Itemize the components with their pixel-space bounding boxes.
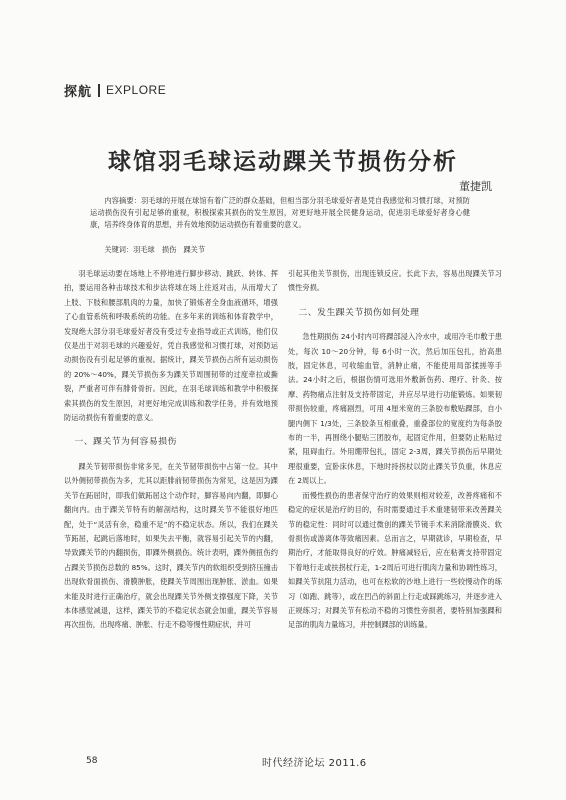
article-abstract: 内容摘要：羽毛球的开展在球馆有着广泛的群众基础，但相当部分羽毛球爱好者是凭自我感觉和习惯打球，对预防运动损伤没有引起足够的重视，积极探索其损伤的发生原因，对更好地开展全民健身运动，促进羽毛球爱好者身心健康，培养终身体育的思想，并有效地预防运动损伤有着重要的意义。 [90,196,470,229]
section-heading-1: 一、踝关节为何容易损伤 [74,437,177,448]
journal-name: 时代经济论坛 2011.6 [262,758,367,769]
right-column [288,267,502,633]
continued-paragraph: 引起其他关节损伤，出现连锁反应。长此下去，容易出现踝关节习惯性旁损。 [288,269,502,293]
section-header [64,80,166,100]
section-english-label: EXPLORE [106,83,167,97]
treatment-paragraph-2: 而慢性损伤的患者保守治疗的效果则相对较差，改善疼痛和不稳定的症状是治疗的目的，有时需要通过手术重建韧带来改善踝关节的稳定性：同时可以通过微创的踝关节镜手术来消除滑膜炎、软骨损伤或游离体等致痛因素。总而言之，早期就诊，早期检查，早期治疗，才能取得良好的疗效。肿痛减轻后，应在粘膏支持带固定下着地行走或扶拐杖行走，1-2周后可进行肌肉力量和协调性练习，如踝关节抗阻力活动，也可在松软的沙地上进行一些较慢动作的练习（如跑、跳等），或在凹凸的斜面上行走或踩跳练习，并逐步进入正规练习；对踝关节有松动不稳的习惯性旁损者，要特别加强踝和足部的肌肉力量练习，并控制踝部的训练量。 [288,490,502,630]
article-keywords: 关键词：羽毛球 损伤 踝关节 [104,245,206,254]
section-heading-2: 二、发生踝关节损伤如何处理 [298,307,420,318]
body-paragraph: 踝关节韧带损伤非常多见，在关节韧带损伤中占第一位。其中以外侧韧带损伤为多，尤其以距腓前韧带损伤为常见，这是因为踝关节在跖屈时，即我们做跖屈这个动作时，脚容易向内翻，即脚心翻向内。由于踝关节特有的解剖结构，这时踝关节不能很好地匹配，处于“灵活有余，稳重不足”的不稳定状态。所以，我们在踝关节跖屈，起跳后落地时，如果失去平衡，就容易引起关节的内翻，导致踝关节的内翻损伤，即踝外侧损伤。统计表明，踝外侧扭伤约占踝关节损伤总数的 85%。这时，踝关节内的软组织受到挤压撞击出现软骨面损伤、滑膜肿胀，使踝关节周围出现肿胀、淤血。如果未能及时进行正确治疗，就会出现踝关节外侧支撑强度下降，关节本体感觉减退，这样，踝关节的不稳定状态就会加重，踝关节容易再次扭伤，出现疼痛、肿胀、行走不稳等慢性期症状，并可 [64,461,278,630]
section-divider [98,84,100,97]
page-number: 58 [86,756,98,766]
intro-paragraph: 羽毛球运动要在场地上不停地进行脚步移动、跳跃、转体、挥拍，要运用各种击球技术和步法将球在场上往返对击，从而增大了上肢、下肢和腰部肌肉的力量，加快了锻炼者全身血液循环，增强了心血管系统和呼吸系统的功能。在多年来的训练和体育教学中，发现绝大部分羽毛球爱好者没有受过专业指导或正式训练，他们仅仅是出于对羽毛球的兴趣爱好，凭自我感觉和习惯打球，对预防运动损伤没有引起足够的重视。据统计，踝关节损伤占所有运动损伤的 20%～40%，踝关节损伤多为踝关节周围韧带的过度牵拉或撕裂，严重者可伴有腓骨骨折。因此，在羽毛球训练和教学中积极探索其损伤的发生原因，对更好地完成训练和教学任务，并有效地预防运动损伤有着重要的意义。 [64,269,278,423]
section-label: 探航 [64,84,93,100]
left-column [64,267,278,633]
article-title: 球馆羽毛球运动踝关节损伤分析 [108,149,458,175]
article-author: 董捷凯 [459,180,492,193]
treatment-paragraph-1: 急性期损伤 24小时内可将踝部浸入冷水中，或用冷毛巾敷于患处，每次 10～20分钟，每 6小时一次，然后加压包扎，抬高患肢，固定休息，可收缩血管，消肿止痛，不能使用局部揉搓等手法。24小时之后，根据伤情可选用外敷新伤药、理疗、针灸、按摩、药物痛点注射及支持带固定，并应尽早进行功能锻炼。如果韧带损伤较重，疼痛剧烈，可用 4厘米宽的三条胶布敷贴踝部，自小腿内侧下 1/3处，三条胶条互相重叠，重叠部位的宽度约为每条胶布的一半，再围绕小腿贴三团胶布，起固定作用，但要防止粘贴过紧，阻碍血行。外用绷带包扎，固定 2-3周，踝关节损伤后早期处理很重要，宜卧床休息，下地时持拐杖以防止踝关节负重，休息应在 2周以上。 [288,332,502,486]
